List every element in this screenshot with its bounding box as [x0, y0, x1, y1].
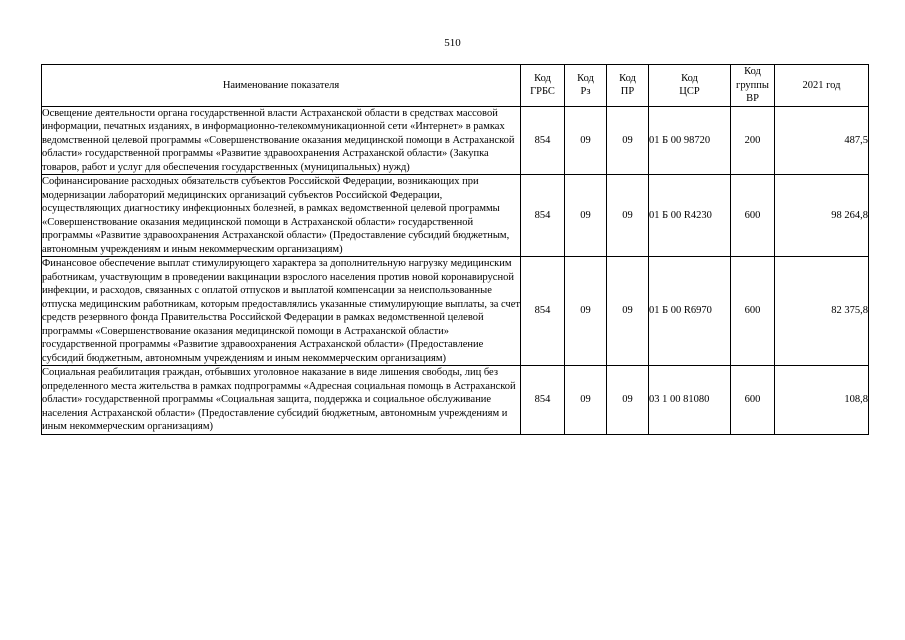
row-rz: 09 — [565, 366, 607, 435]
row-pr: 09 — [607, 175, 649, 257]
row-vr: 600 — [731, 175, 775, 257]
row-name: Софинансирование расходных обязательств субъектов Российской Федерации, возникающих при модернизации лабораторий медицинских организаций субъектов Российской Федерации, осуществляющих диагностику инфекционных болезней, в рамках ведомственной целевой программы «Совершенствование оказания медицинской помощи в Астраханской области» государственной программы «Развитие здравоохранения Астраханской области» (Предоставление субсидий бюджетным, автономным учреждениям и иным некоммерческим организациям) — [42, 175, 521, 257]
header-grbs — [521, 65, 565, 107]
header-rz-line1: Код — [577, 72, 594, 84]
header-csr — [649, 65, 731, 107]
header-pr — [607, 65, 649, 107]
header-csr-line2: ЦСР — [679, 86, 700, 98]
header-vr-line2: группы — [736, 79, 769, 91]
row-pr: 09 — [607, 366, 649, 435]
page-number: 510 — [444, 37, 461, 49]
row-name: Освещение деятельности органа государственной власти Астраханской области в средствах массовой информации, печатных изданиях, в информационно-телекоммуникационной сети «Интернет» в рамках ведомственной целевой программы «Совершенствование оказания медицинской помощи в Астраханской области» государственной программы «Развитие здравоохранения Астраханской области» (Закупка товаров, работ и услуг для обеспечения государственных (муниципальных) нужд) — [42, 106, 521, 175]
row-pr: 09 — [607, 257, 649, 366]
row-vr: 600 — [731, 257, 775, 366]
row-rz: 09 — [565, 106, 607, 175]
header-pr-line2: ПР — [620, 86, 635, 98]
table-row — [42, 257, 869, 366]
row-name: Социальная реабилитация граждан, отбывших уголовное наказание в виде лишения свободы, лиц без определенного места жительства в рамках подпрограммы «Адресная социальная помощь в Астраханской области» государственной программы «Социальная защита, поддержка и социальное обслуживание населения Астраханской области» (Предоставление субсидий бюджетным, автономным учреждениям и иным некоммерческим организациям) — [42, 366, 521, 435]
row-csr: 01 Б 00 R4230 — [649, 175, 731, 257]
row-csr: 01 Б 00 98720 — [649, 106, 731, 175]
row-amount: 487,5 — [775, 106, 869, 175]
header-csr-line1: Код — [681, 72, 698, 84]
header-grbs-line1: Код — [534, 72, 551, 84]
row-rz: 09 — [565, 175, 607, 257]
header-name: Наименование показателя — [42, 65, 521, 107]
row-amount: 108,8 — [775, 366, 869, 435]
header-vr — [731, 65, 775, 107]
row-vr: 200 — [731, 106, 775, 175]
row-csr: 03 1 00 81080 — [649, 366, 731, 435]
row-csr: 01 Б 00 R6970 — [649, 257, 731, 366]
header-rz-line2: Рз — [580, 86, 591, 98]
table-row — [42, 366, 869, 435]
row-amount: 98 264,8 — [775, 175, 869, 257]
header-pr-line1: Код — [619, 72, 636, 84]
header-year: 2021 год — [775, 65, 869, 107]
row-grbs: 854 — [521, 366, 565, 435]
row-grbs: 854 — [521, 257, 565, 366]
table-row — [42, 106, 869, 175]
row-grbs: 854 — [521, 106, 565, 175]
row-name: Финансовое обеспечение выплат стимулирующего характера за дополнительную нагрузку медицинским работникам, участвующим в проведении вакцинации взрослого населения против новой коронавирусной инфекции, и расходов, связанных с оплатой отпусков и выплатой компенсации за неиспользованные отпуска медицинским работникам, которым предоставлялись указанные стимулирующие выплаты, за счет средств резервного фонда Правительства Российской Федерации в рамках ведомственной целевой программы «Совершенствование оказания медицинской помощи в Астраханской области» государственной программы «Развитие здравоохранения Астраханской области» (Предоставление субсидий бюджетным, автономным учреждениям и иным некоммерческим организациям) — [42, 258, 521, 364]
header-rz — [565, 65, 607, 107]
row-rz: 09 — [565, 257, 607, 366]
budget-table — [41, 64, 869, 435]
row-grbs: 854 — [521, 175, 565, 257]
table-row — [42, 175, 869, 257]
header-row — [42, 65, 869, 107]
header-vr-line3: ВР — [746, 93, 759, 104]
row-pr: 09 — [607, 106, 649, 175]
row-vr: 600 — [731, 366, 775, 435]
header-grbs-line2: ГРБС — [530, 86, 555, 98]
row-amount: 82 375,8 — [775, 257, 869, 366]
header-vr-line1: Код — [744, 66, 761, 77]
